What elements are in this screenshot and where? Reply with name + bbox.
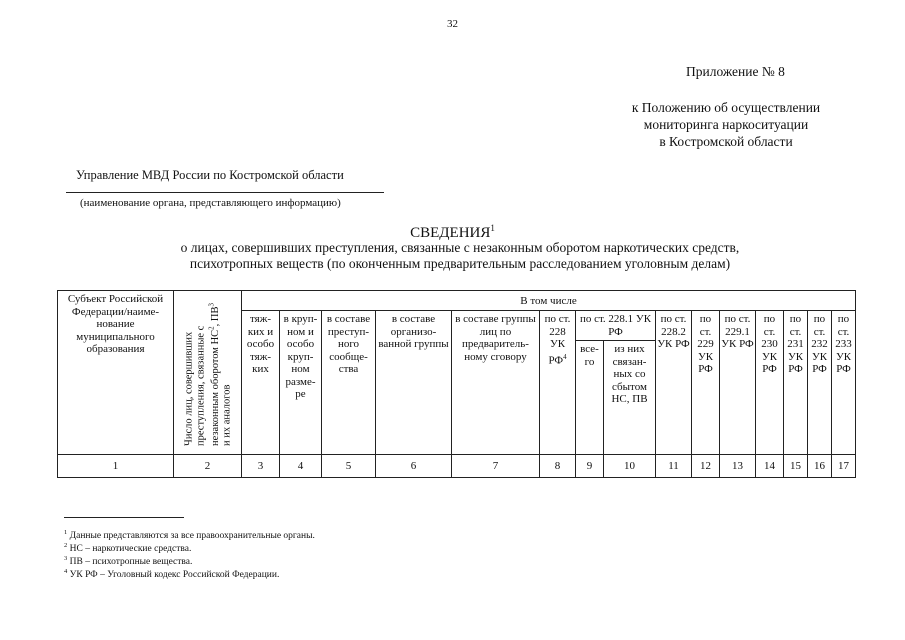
subtitle-line: о лицах, совершивших преступления, связанные с незаконным оборотом наркотических средств, — [180, 240, 740, 255]
column-number: 11 — [656, 455, 692, 478]
header-criminal-community: в составе преступ-ного сообще-ства — [322, 311, 376, 455]
column-number: 12 — [692, 455, 720, 478]
subtitle-line: психотропных веществ (по оконченным предварительным расследованием уголовным делам) — [189, 256, 731, 271]
header-art-228 — [540, 311, 576, 455]
column-number: 3 — [242, 455, 280, 478]
column-number: 17 — [832, 455, 856, 478]
header-art-229-1: по ст. 229.1 УК РФ — [720, 311, 756, 455]
column-number: 4 — [280, 455, 322, 478]
column-number: 2 — [174, 455, 242, 478]
column-number: 6 — [376, 455, 452, 478]
header-organized-group: в составе организо-ванной группы — [376, 311, 452, 455]
footnote-mark: 4 — [64, 568, 68, 575]
column-number: 8 — [540, 455, 576, 478]
header-art-228-2: по ст. 228.2 УК РФ — [656, 311, 692, 455]
footnote-mark: 2 — [64, 542, 68, 549]
reference-line: к Положению об осуществлении — [631, 100, 821, 115]
footnote-mark: 1 — [64, 529, 68, 536]
header-total: все-го — [576, 341, 604, 455]
header-art-230: по ст. 230 УК РФ — [756, 311, 784, 455]
organization-caption: (наименование органа, представляющего информацию) — [80, 197, 341, 209]
header-persons-text: Число лиц, совершивших преступления, связанные с незаконным оборотом НС — [182, 325, 221, 446]
header-art-228-text: по ст. 228 УК РФ — [544, 313, 571, 367]
header-art-231: по ст. 231 УК РФ — [784, 311, 808, 455]
footnote-text: УК РФ – Уголовный кодекс Российской Федерации. — [67, 570, 280, 581]
header-persons-count — [174, 291, 242, 455]
reference-line: в Костромской области — [659, 134, 793, 149]
column-number: 15 — [784, 455, 808, 478]
footnote-text: НС – наркотические средства. — [67, 544, 192, 555]
column-number-row — [58, 455, 856, 478]
appendix-label: Приложение № 8 — [686, 64, 785, 79]
report-table — [57, 290, 856, 478]
header-persons-text: , ПВ — [209, 306, 221, 327]
column-number: 13 — [720, 455, 756, 478]
title-footnote-mark: 1 — [490, 223, 495, 233]
column-number: 9 — [576, 455, 604, 478]
header-art-232: по ст. 232 УК РФ — [808, 311, 832, 455]
footnote-mark: 2 — [206, 326, 215, 330]
organization-name: Управление МВД России по Костромской области — [76, 168, 344, 182]
footnote-mark: 4 — [563, 352, 567, 361]
page-number: 32 — [447, 18, 458, 30]
column-number: 10 — [604, 455, 656, 478]
header-grave: тяж-ких и особо тяж-ких — [242, 311, 280, 455]
footnote-text: ПВ – психотропные вещества. — [67, 557, 193, 568]
header-group-conspiracy: в составе группы лиц по предваритель-ному сговору — [452, 311, 540, 455]
column-number: 14 — [756, 455, 784, 478]
header-large-scale: в круп-ном и особо круп-ном разме-ре — [280, 311, 322, 455]
document-subtitle — [120, 240, 800, 272]
column-number: 16 — [808, 455, 832, 478]
reference-block — [596, 99, 856, 150]
header-art-228-1: по ст. 228.1 УК РФ — [576, 311, 656, 341]
footnote-mark: 3 — [206, 303, 215, 307]
header-sale-related: из них связан-ных со сбытом НС, ПВ — [604, 341, 656, 455]
organization-underline — [66, 192, 384, 193]
header-group-including: В том числе — [242, 291, 856, 311]
title-text: СВЕДЕНИЯ — [410, 225, 491, 241]
column-number: 7 — [452, 455, 540, 478]
footnote-separator — [64, 517, 184, 518]
header-art-233: по ст. 233 УК РФ — [832, 311, 856, 455]
header-subject: Субъект Российской Федерации/наиме-нование муниципального образования — [58, 291, 174, 455]
footnote-mark: 3 — [64, 555, 68, 562]
column-number: 1 — [58, 455, 174, 478]
header-persons-text: и их аналогов — [220, 384, 232, 446]
footnote — [64, 566, 279, 581]
reference-line: мониторинга наркоситуации — [643, 117, 809, 132]
column-number: 5 — [322, 455, 376, 478]
footnote-text: Данные представляются за все правоохранительные органы. — [67, 531, 315, 542]
header-art-229: по ст. 229 УК РФ — [692, 311, 720, 455]
